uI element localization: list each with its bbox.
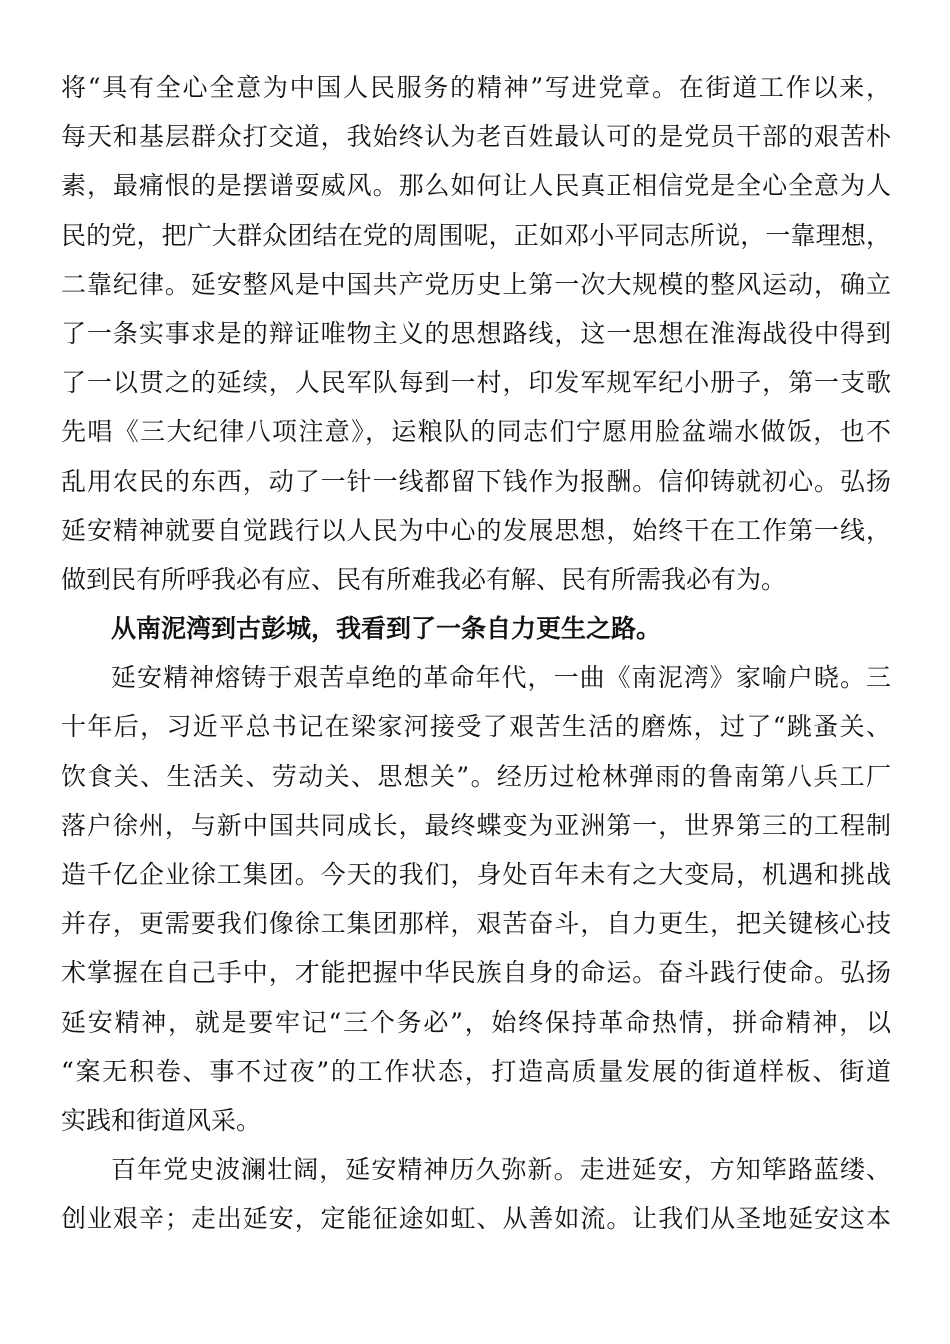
text-line: 百年党史波澜壮阔，延安精神历久弥新。走进延安，方知筚路蓝缕、 (111, 1155, 891, 1185)
text-line: 每天和基层群众打交道，我始终认为老百姓最认可的是党员干部的艰苦朴 (61, 122, 891, 152)
text-line: 实践和街道风采。 (61, 1105, 262, 1135)
text-line: 素，最痛恨的是摆谱耍威风。那么如何让人民真正相信党是全心全意为人 (61, 171, 891, 201)
section-heading: 从南泥湾到古彭城，我看到了一条自力更生之路。 (111, 614, 662, 644)
text-line: 饮食关、生活关、劳动关、思想关”。经历过枪林弹雨的鲁南第八兵工厂 (61, 761, 891, 791)
text-line: 将“具有全心全意为中国人民服务的精神”写进党章。在街道工作以来， (61, 73, 891, 102)
text-line: 术掌握在自己手中，才能把握中华民族自身的命运。奋斗践行使命。弘扬 (61, 958, 891, 988)
text-line: “案无积卷、事不过夜”的工作状态，打造高质量发展的街道样板、街道 (61, 1056, 891, 1086)
text-line: 了一以贯之的延续，人民军队每到一村，印发军规军纪小册子，第一支歌 (61, 368, 891, 398)
text-line: 创业艰辛；走出延安，定能征途如虹、从善如流。让我们从圣地延安这本 (61, 1204, 891, 1234)
text-line: 延安精神，就是要牢记“三个务必”，始终保持革命热情，拼命精神，以 (61, 1007, 891, 1037)
text-line: 了一条实事求是的辩证唯物主义的思想路线，这一思想在淮海战役中得到 (61, 318, 891, 348)
text-line: 造千亿企业徐工集团。今天的我们，身处百年未有之大变局，机遇和挑战 (61, 860, 891, 889)
body-text (61, 63, 891, 1244)
text-line: 延安精神就要自觉践行以人民为中心的发展思想，始终干在工作第一线， (61, 515, 891, 545)
text-line: 民的党，把广大群众团结在党的周围呢，正如邓小平同志所说，一靠理想， (61, 220, 891, 250)
text-line: 落户徐州，与新中国共同成长，最终蝶变为亚洲第一，世界第三的工程制 (61, 810, 891, 840)
text-line: 二靠纪律。延安整风是中国共产党历史上第一次大规模的整风运动，确立 (61, 269, 891, 299)
text-line: 先唱《三大纪律八项注意》，运粮队的同志们宁愿用脸盆端水做饭，也不 (61, 417, 891, 447)
text-line: 乱用农民的东西，动了一针一线都留下钱作为报酬。信仰铸就初心。弘扬 (61, 466, 891, 496)
text-line: 并存，更需要我们像徐工集团那样，艰苦奋斗，自力更生，把关键核心技 (61, 909, 891, 939)
text-line: 延安精神熔铸于艰苦卓绝的革命年代，一曲《南泥湾》家喻户晓。三 (111, 663, 891, 693)
text-line: 十年后，习近平总书记在梁家河接受了艰苦生活的磨炼，过了“跳蚤关、 (61, 712, 891, 742)
text-line: 做到民有所呼我必有应、民有所难我必有解、民有所需我必有为。 (61, 564, 787, 594)
